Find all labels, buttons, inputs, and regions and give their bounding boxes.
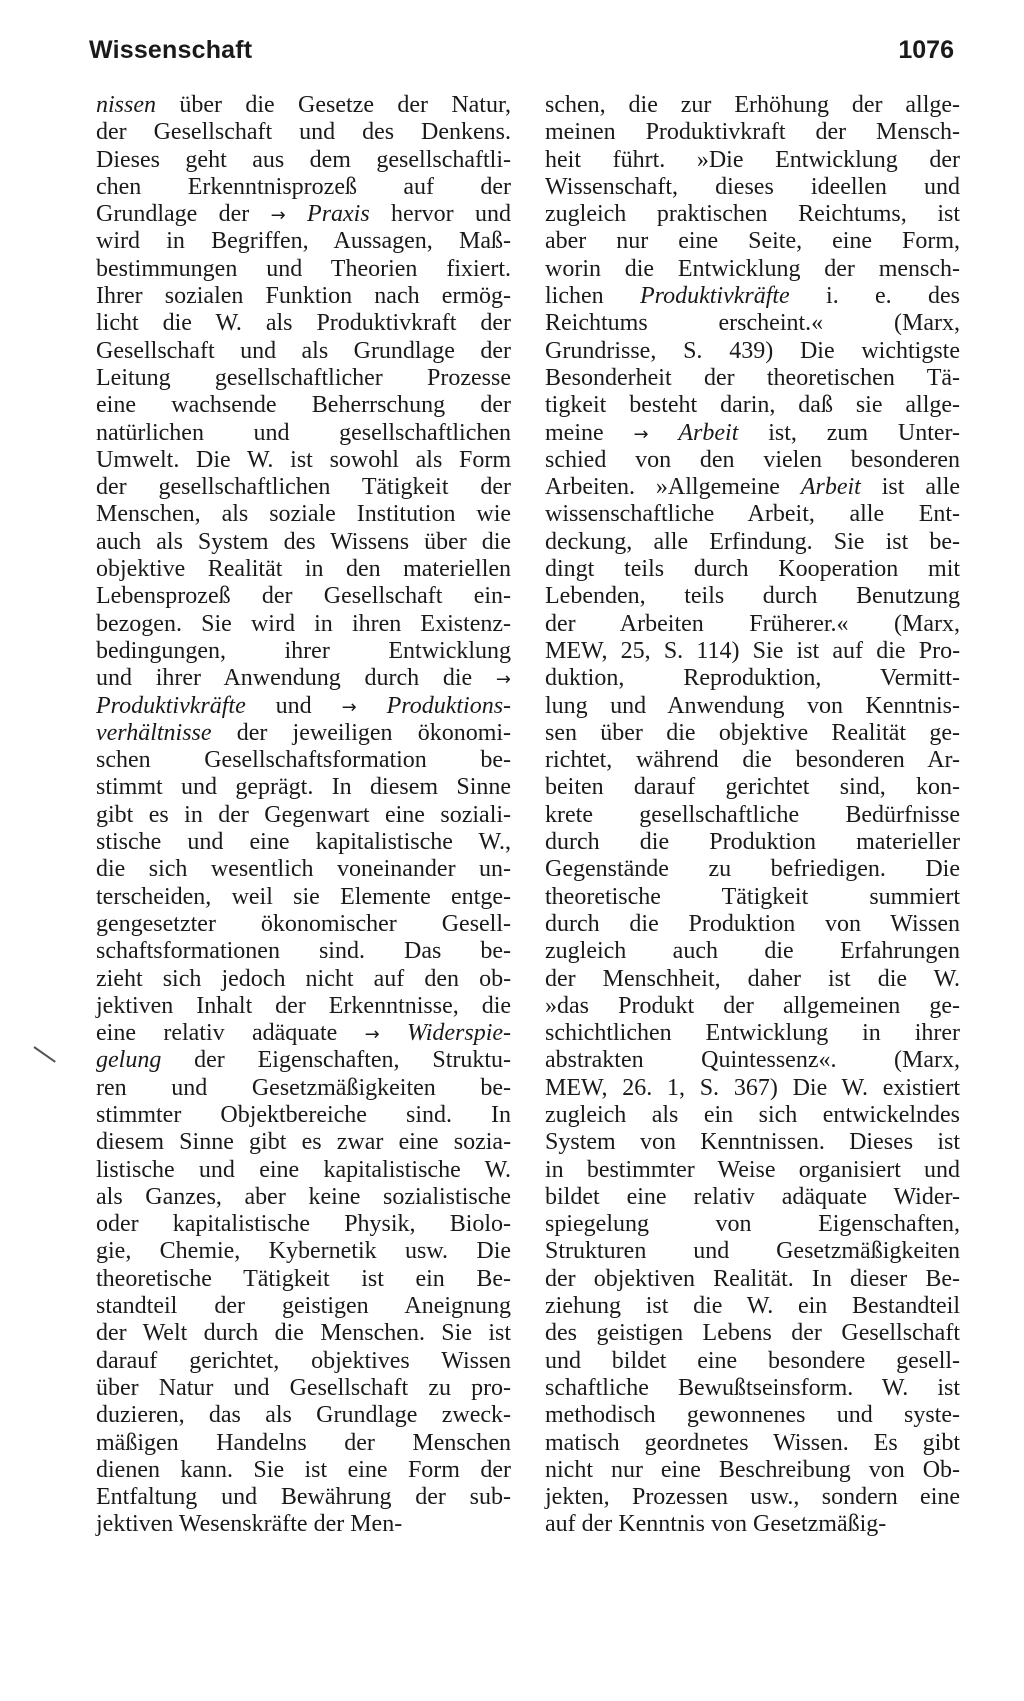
text-line: Grundrisse, S. 439) Die wichtigste xyxy=(545,337,960,364)
text-line: listische und eine kapitalistische W. xyxy=(96,1156,512,1183)
text-line: stimmt und geprägt. In diesem Sinne xyxy=(96,774,512,801)
text-line: jekten, Prozessen usw., sondern eine xyxy=(545,1484,961,1511)
text-line: Reichtums erscheint.« (Marx, xyxy=(545,310,961,337)
text-line: gengesetzter ökonomischer Gesell- xyxy=(96,910,512,937)
text-line: Ihrer sozialen Funktion nach ermög- xyxy=(96,283,512,310)
text-line: oder kapitalistische Physik, Biolo- xyxy=(96,1211,512,1238)
text-line: durch die Produktion von Wissen xyxy=(545,910,960,937)
text-line: der Welt durch die Menschen. Sie ist xyxy=(96,1320,511,1347)
text-line: Dieses geht aus dem gesellschaftli- xyxy=(96,146,512,173)
page-number: 1076 xyxy=(898,36,954,64)
text-line: heit führt. »Die Entwicklung der xyxy=(545,146,960,173)
text-line: schen Gesellschaftsformation be- xyxy=(96,747,512,774)
text-line: mäßigen Handelns der Menschen xyxy=(96,1429,511,1456)
text-line: duzieren, das als Grundlage zweck- xyxy=(96,1402,511,1429)
text-line: bestimmungen und Theorien fixiert. xyxy=(96,255,512,282)
text-line: methodisch gewonnenes und syste- xyxy=(545,1402,960,1429)
text-line: spiegelung von Eigenschaften, xyxy=(545,1211,961,1238)
text-line: wird in Begriffen, Aussagen, Maß- xyxy=(96,228,511,255)
text-line: gelung der Eigenschaften, Struktu- xyxy=(96,1047,512,1074)
text-line: zugleich praktischen Reichtums, ist xyxy=(545,201,960,228)
text-line: darauf gerichtet, objektives Wissen xyxy=(96,1347,511,1374)
text-line: gie, Chemie, Kybernetik usw. Die xyxy=(96,1238,512,1265)
text-line: matisch geordnetes Wissen. Es gibt xyxy=(545,1429,960,1456)
text-line: Arbeiten. »Allgemeine Arbeit ist alle xyxy=(545,474,961,501)
text-line: MEW, 25, S. 114) Sie ist auf die Pro- xyxy=(545,637,961,664)
text-line: Umwelt. Die W. ist sowohl als Form xyxy=(96,446,512,473)
text-line: auch als System des Wissens über die xyxy=(96,528,512,555)
text-line: Gesellschaft und als Grundlage der xyxy=(96,337,511,364)
text-line: »das Produkt der allgemeinen ge- xyxy=(545,992,961,1019)
text-line: abstrakten Quintessenz«. (Marx, xyxy=(545,1047,961,1074)
text-line: zugleich auch die Erfahrungen xyxy=(545,938,961,965)
text-line: schied von den vielen besonderen xyxy=(545,446,961,473)
text-line: theoretische Tätigkeit summiert xyxy=(545,883,960,910)
text-line: nicht nur eine Beschreibung von Ob- xyxy=(545,1456,961,1483)
margin-pencil-mark xyxy=(33,1046,55,1063)
text-line: beiten darauf gerichtet sind, kon- xyxy=(545,774,961,801)
text-line: theoretische Tätigkeit ist ein Be- xyxy=(96,1265,512,1292)
text-line: auf der Kenntnis von Gesetzmäßig- xyxy=(545,1511,887,1538)
text-line: MEW, 26. 1, S. 367) Die W. existiert xyxy=(545,1074,961,1101)
text-line: und bildet eine besondere gesell- xyxy=(545,1347,961,1374)
text-line: bildet eine relativ adäquate Wider- xyxy=(545,1183,960,1210)
text-line: ziehung ist die W. ein Bestandteil xyxy=(545,1293,961,1320)
text-line: krete gesellschaftliche Bedürfnisse xyxy=(545,801,960,828)
text-line: gibt es in der Gegenwart eine soziali- xyxy=(96,801,512,828)
text-line: eine relativ adäquate → Widerspie- xyxy=(96,1020,512,1047)
text-line: jektiven Wesenskräfte der Men- xyxy=(96,1511,403,1538)
text-line: Gegenstände zu befriedigen. Die xyxy=(545,856,960,883)
text-line: dienen kann. Sie ist eine Form der xyxy=(96,1456,511,1483)
text-line: diesem Sinne gibt es zwar eine sozia- xyxy=(96,1129,512,1156)
text-line: lung und Anwendung von Kenntnis- xyxy=(545,692,961,719)
text-line: dingt teils durch Kooperation mit xyxy=(545,556,961,583)
text-line: Lebenden, teils durch Benutzung xyxy=(545,583,960,610)
text-line: standteil der geistigen Aneignung xyxy=(96,1293,512,1320)
text-line: eine wachsende Beherrschung der xyxy=(96,392,512,419)
text-line: der Gesellschaft und des Denkens. xyxy=(96,119,512,146)
text-line: zugleich als ein sich entwickelndes xyxy=(545,1101,961,1128)
text-line: über Natur und Gesellschaft zu pro- xyxy=(96,1374,512,1401)
text-line: objektive Realität in den materiellen xyxy=(96,556,512,583)
text-line: wissenschaftliche Arbeit, alle Ent- xyxy=(545,501,961,528)
text-line: Grundlage der → Praxis hervor und xyxy=(96,201,511,228)
text-line: bedingungen, ihrer Entwicklung xyxy=(96,637,512,664)
text-line: verhältnisse der jeweiligen ökonomi- xyxy=(96,719,512,746)
text-line: chen Erkenntnisprozeß auf der xyxy=(96,173,512,200)
text-line: natürlichen und gesellschaftlichen xyxy=(96,419,512,446)
text-line: aber nur eine Seite, eine Form, xyxy=(545,228,961,255)
text-line: Lebensprozeß der Gesellschaft ein- xyxy=(96,583,511,610)
text-line: terscheiden, weil sie Elemente entge- xyxy=(96,883,511,910)
text-line: ren und Gesetzmäßigkeiten be- xyxy=(96,1074,512,1101)
text-line: Menschen, als soziale Institution wie xyxy=(96,501,512,528)
text-line: Entfaltung und Bewährung der sub- xyxy=(96,1484,512,1511)
text-line: der gesellschaftlichen Tätigkeit der xyxy=(96,474,511,501)
text-line: lichen Produktivkräfte i. e. des xyxy=(545,283,961,310)
section-title: Wissenschaft xyxy=(89,36,253,64)
text-line: zieht sich jedoch nicht auf den ob- xyxy=(96,965,512,992)
text-line: stische und eine kapitalistische W., xyxy=(96,829,511,856)
text-line: die sich wesentlich voneinander un- xyxy=(96,856,512,883)
text-line: schaftliche Bewußtseinsform. W. ist xyxy=(545,1374,961,1401)
text-line: deckung, alle Erfindung. Sie ist be- xyxy=(545,528,961,555)
text-line: schen, die zur Erhöhung der allge- xyxy=(545,92,961,118)
text-line: als Ganzes, aber keine sozialistische xyxy=(96,1183,511,1210)
text-line: nissen über die Gesetze der Natur, xyxy=(96,92,511,118)
text-line: des geistigen Lebens der Gesellschaft xyxy=(545,1320,960,1347)
text-line: sen über die objektive Realität ge- xyxy=(545,719,960,746)
text-line: Produktivkräfte und → Produktions- xyxy=(96,692,512,719)
text-line: worin die Entwicklung der mensch- xyxy=(545,255,961,282)
text-line: meine → Arbeit ist, zum Unter- xyxy=(545,419,961,446)
text-line: der objektiven Realität. In dieser Be- xyxy=(545,1265,961,1292)
text-line: schichtlichen Entwicklung in ihrer xyxy=(545,1020,961,1047)
text-line: System von Kenntnissen. Dieses ist xyxy=(545,1129,961,1156)
text-line: durch die Produktion materieller xyxy=(545,829,961,856)
text-line: schaftsformationen sind. Das be- xyxy=(96,938,512,965)
right-text-column xyxy=(545,92,960,1539)
text-line: Besonderheit der theoretischen Tä- xyxy=(545,364,961,391)
left-text-column xyxy=(96,92,511,1539)
text-line: tigkeit besteht darin, daß sie allge- xyxy=(545,392,961,419)
text-line: meinen Produktivkraft der Mensch- xyxy=(545,119,961,146)
text-line: Strukturen und Gesetzmäßigkeiten xyxy=(545,1238,961,1265)
text-line: jektiven Inhalt der Erkenntnisse, die xyxy=(96,992,512,1019)
text-line: richtet, während die besonderen Ar- xyxy=(545,747,961,774)
text-line: Leitung gesellschaftlicher Prozesse xyxy=(96,364,511,391)
text-line: licht die W. als Produktivkraft der xyxy=(96,310,512,337)
page-header xyxy=(89,36,954,76)
text-line: duktion, Reproduktion, Vermitt- xyxy=(545,665,960,692)
text-line: der Arbeiten Früherer.« (Marx, xyxy=(545,610,960,637)
text-line: in bestimmter Weise organisiert und xyxy=(545,1156,961,1183)
text-line: und ihrer Anwendung durch die → xyxy=(96,665,511,692)
text-line: stimmter Objektbereiche sind. In xyxy=(96,1101,512,1128)
text-line: der Menschheit, daher ist die W. xyxy=(545,965,961,992)
text-line: Wissenschaft, dieses ideellen und xyxy=(545,173,960,200)
text-line: bezogen. Sie wird in ihren Existenz- xyxy=(96,610,512,637)
